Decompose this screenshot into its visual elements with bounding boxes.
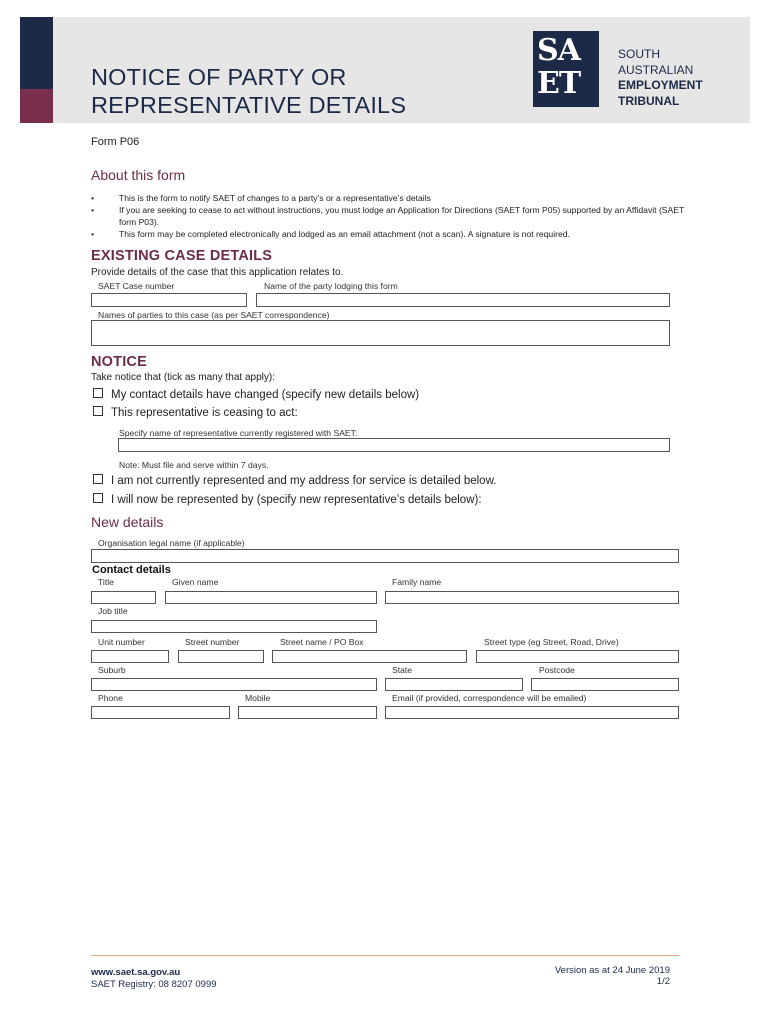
form-number: Form P06 bbox=[91, 136, 140, 148]
postcode-input[interactable] bbox=[531, 678, 679, 691]
option-not-represented[interactable] bbox=[93, 474, 496, 487]
logo-word-4: TRIBUNAL bbox=[618, 93, 680, 108]
street-number-label: Street number bbox=[185, 637, 240, 647]
case-number-label: SAET Case number bbox=[98, 281, 175, 291]
party-name-input[interactable] bbox=[256, 293, 670, 307]
street-type-input[interactable] bbox=[476, 650, 679, 663]
org-label: Organisation legal name (if applicable) bbox=[98, 538, 245, 548]
existing-intro: Provide details of the case that this application relates to. bbox=[91, 267, 344, 278]
org-name-input[interactable] bbox=[91, 549, 679, 563]
about-bullet-2: • If you are seeking to cease to act without instructions, you must lodge an Application for Directions (SAET form P05) supported by an Affidavit (SAET form P03). bbox=[91, 204, 691, 228]
new-details-heading: New details bbox=[91, 514, 164, 530]
about-bullet-3: • This form may be completed electronically and lodged as an email attachment (not a scan). A signature is not required. bbox=[91, 228, 691, 240]
logo-word-1: SOUTH bbox=[618, 47, 660, 61]
about-heading: About this form bbox=[91, 167, 186, 183]
representative-label: Specify name of representative currently registered with SAET: bbox=[119, 428, 358, 438]
saet-logo bbox=[533, 31, 599, 107]
option-not-represented-label: I am not currently represented and my address for service is detailed below. bbox=[111, 475, 497, 487]
logo-mark-line2: ET bbox=[537, 66, 581, 101]
option-new-representative[interactable] bbox=[93, 493, 482, 506]
option-contact-changed[interactable] bbox=[93, 388, 419, 401]
given-name-label: Given name bbox=[172, 577, 219, 587]
contact-heading: Contact details bbox=[92, 564, 171, 576]
given-name-input[interactable] bbox=[165, 591, 377, 604]
case-number-input[interactable] bbox=[91, 293, 247, 307]
footer-version bbox=[520, 965, 670, 987]
logo-word-2: AUSTRALIAN bbox=[618, 62, 694, 77]
title-label: Title bbox=[98, 577, 114, 587]
phone-input[interactable] bbox=[91, 706, 230, 719]
notice-note: Note: Must file and serve within 7 days. bbox=[119, 460, 269, 470]
page-title: NOTICE OF PARTY OR REPRESENTATIVE DETAILS bbox=[91, 64, 407, 118]
checkbox[interactable] bbox=[93, 406, 103, 416]
option-ceasing-to-act[interactable] bbox=[93, 406, 298, 419]
existing-heading: EXISTING CASE DETAILS bbox=[91, 248, 273, 264]
representative-input[interactable] bbox=[118, 438, 670, 452]
logo-word-3: EMPLOYMENT bbox=[618, 78, 703, 92]
mobile-input[interactable] bbox=[238, 706, 377, 719]
unit-number-input[interactable] bbox=[91, 650, 169, 663]
checkbox[interactable] bbox=[93, 493, 103, 503]
suburb-input[interactable] bbox=[91, 678, 377, 691]
street-number-input[interactable] bbox=[178, 650, 264, 663]
postcode-label: Postcode bbox=[539, 665, 575, 675]
header-accent-maroon bbox=[20, 89, 53, 123]
street-name-label: Street name / PO Box bbox=[280, 637, 364, 647]
about-bullet-1: • This is the form to notify SAET of changes to a party’s or a representative’s details bbox=[91, 192, 691, 204]
option-new-rep-label: I will now be represented by (specify new representative’s details below): bbox=[111, 494, 482, 506]
suburb-label: Suburb bbox=[98, 665, 126, 675]
street-name-input[interactable] bbox=[272, 650, 467, 663]
checkbox[interactable] bbox=[93, 474, 103, 484]
option-ceasing-label: This representative is ceasing to act: bbox=[111, 407, 298, 419]
state-label: State bbox=[392, 665, 413, 675]
parties-input[interactable] bbox=[91, 320, 670, 346]
option-contact-changed-label: My contact details have changed (specify new details below) bbox=[111, 389, 420, 401]
party-name-label: Name of the party lodging this form bbox=[264, 281, 398, 291]
notice-intro: Take notice that (tick as many that apply): bbox=[91, 372, 275, 383]
header-accent-navy bbox=[20, 17, 53, 89]
logo-wordmark bbox=[618, 47, 703, 109]
email-input[interactable] bbox=[385, 706, 679, 719]
checkbox[interactable] bbox=[93, 388, 103, 398]
footer-website-link[interactable]: www.saet.sa.gov.au bbox=[91, 967, 181, 978]
page-number: 1/2 bbox=[656, 976, 670, 987]
job-title-input[interactable] bbox=[91, 620, 377, 633]
version-text: Version as at 24 June 2019 bbox=[554, 965, 670, 976]
family-name-label: Family name bbox=[392, 577, 442, 587]
family-name-input[interactable] bbox=[385, 591, 679, 604]
email-label: Email (if provided, correspondence will be emailed) bbox=[392, 693, 587, 703]
unit-number-label: Unit number bbox=[98, 637, 145, 647]
mobile-label: Mobile bbox=[245, 693, 271, 703]
phone-label: Phone bbox=[98, 693, 123, 703]
footer-registry: SAET Registry: 08 8207 0999 bbox=[91, 979, 217, 990]
parties-label: Names of parties to this case (as per SAET correspondence) bbox=[98, 310, 330, 320]
footer-divider bbox=[91, 955, 679, 956]
logo-mark-line1: SA bbox=[537, 33, 580, 68]
street-type-label: Street type (eg Street, Road, Drive) bbox=[484, 637, 619, 647]
about-bullets bbox=[91, 192, 691, 240]
notice-heading: NOTICE bbox=[91, 354, 147, 370]
job-title-label: Job title bbox=[98, 606, 128, 616]
title-input[interactable] bbox=[91, 591, 156, 604]
state-input[interactable] bbox=[385, 678, 523, 691]
